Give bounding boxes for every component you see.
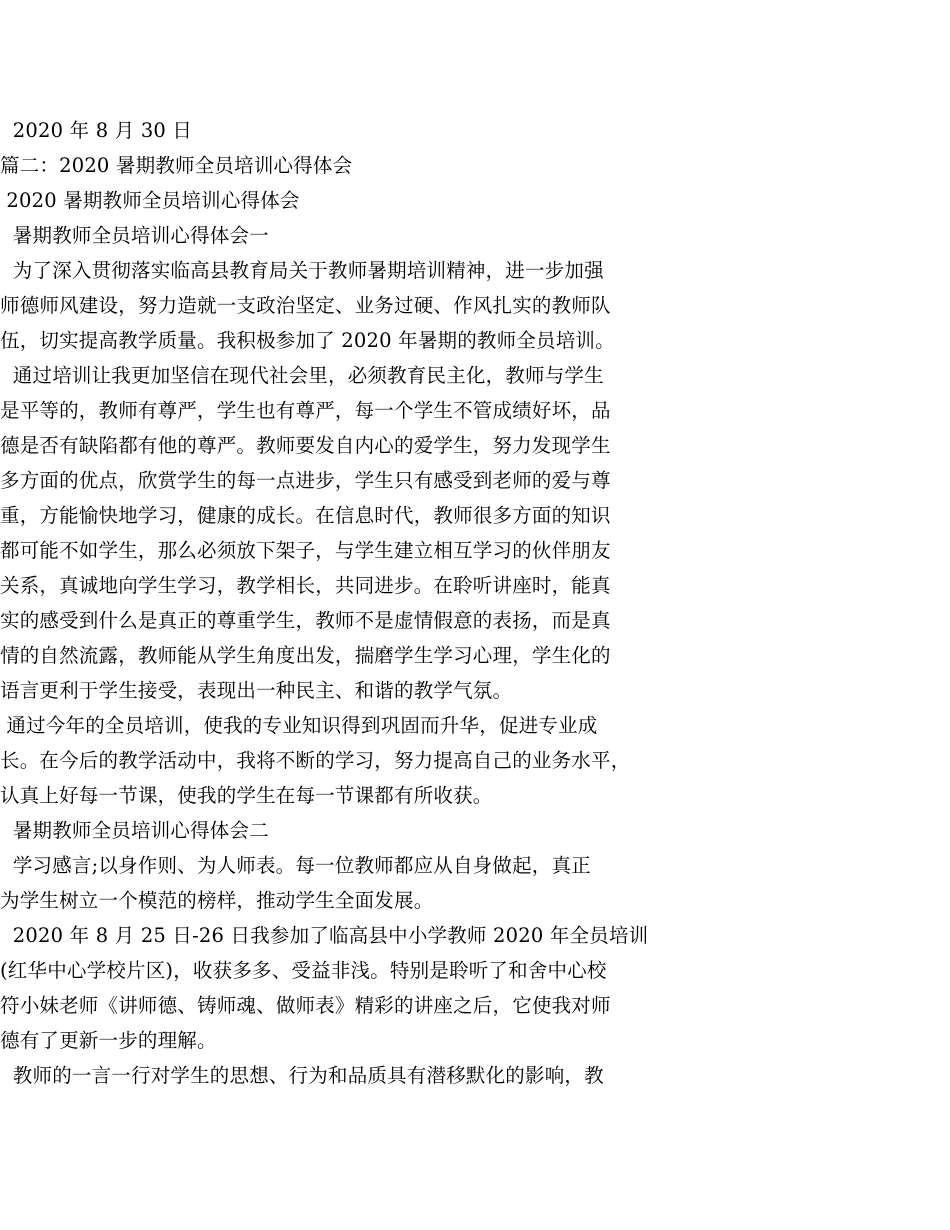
text-line: 重，方能愉快地学习，健康的成长。在信息时代，教师很多方面的知识 bbox=[0, 504, 611, 527]
text-line: 为学生树立一个模范的榜样，推动学生全面发展。 bbox=[0, 889, 434, 912]
document-title: 2020 暑期教师全员培训心得体会 bbox=[0, 189, 300, 212]
text-line: 实的感受到什么是真正的尊重学生，教师不是虚情假意的表扬，而是真 bbox=[0, 609, 611, 632]
text-line: 多方面的优点，欣赏学生的每一点进步，学生只有感受到老师的爱与尊 bbox=[0, 469, 611, 492]
text-line: 长。在今后的教学活动中，我将不断的学习，努力提高自己的业务水平， bbox=[0, 749, 631, 772]
subtitle-two: 暑期教师全员培训心得体会二 bbox=[0, 819, 269, 842]
text-line: 关系，真诚地向学生学习，教学相长，共同进步。在聆听讲座时，能真 bbox=[0, 574, 611, 597]
text-line: 符小妹老师《讲师德、铸师魂、做师表》精彩的讲座之后，它使我对师 bbox=[0, 994, 611, 1017]
text-line: 是平等的，教师有尊严，学生也有尊严，每一个学生不管成绩好坏，品 bbox=[0, 399, 611, 422]
date-line: 2020 年 8 月 30 日 bbox=[0, 119, 193, 142]
text-line: 德是否有缺陷都有他的尊严。教师要发自内心的爱学生，努力发现学生 bbox=[0, 434, 611, 457]
text-line: 伍，切实提高教学质量。我积极参加了 2020 年暑期的教师全员培训。 bbox=[0, 329, 615, 352]
text-line: 德有了更新一步的理解。 bbox=[0, 1029, 217, 1052]
text-line: 情的自然流露，教师能从学生角度出发，揣磨学生学习心理，学生化的 bbox=[0, 644, 611, 667]
text-line: 为了深入贯彻落实临高县教育局关于教师暑期培训精神，进一步加强 bbox=[0, 259, 604, 282]
text-line: 学习感言;以身作则、为人师表。每一位教师都应从自身做起，真正 bbox=[0, 854, 591, 877]
text-line: 教师的一言一行对学生的思想、行为和品质具有潜移默化的影响，教 bbox=[0, 1064, 604, 1087]
text-line: 通过今年的全员培训，使我的专业知识得到巩固而升华，促进专业成 bbox=[0, 714, 598, 737]
subtitle-one: 暑期教师全员培训心得体会一 bbox=[0, 224, 269, 247]
text-line: 2020 年 8 月 25 日-26 日我参加了临高县中小学教师 2020 年全员培训 bbox=[0, 924, 649, 947]
text-line: 语言更利于学生接受，表现出一种民主、和谐的教学气氛。 bbox=[0, 679, 513, 702]
text-line: 通过培训让我更加坚信在现代社会里，必须教育民主化，教师与学生 bbox=[0, 364, 604, 387]
text-line: (红华中心学校片区)，收获多多、受益非浅。特别是聆听了和舍中心校 bbox=[0, 959, 607, 982]
text-line: 都可能不如学生，那么必须放下架子，与学生建立相互学习的伙伴朋友 bbox=[0, 539, 611, 562]
text-line: 师德师风建设，努力造就一支政治坚定、业务过硬、作风扎实的教师队 bbox=[0, 294, 611, 317]
text-line: 认真上好每一节课，使我的学生在每一节课都有所收获。 bbox=[0, 784, 493, 807]
section-heading: 篇二：2020 暑期教师全员培训心得体会 bbox=[0, 154, 353, 177]
